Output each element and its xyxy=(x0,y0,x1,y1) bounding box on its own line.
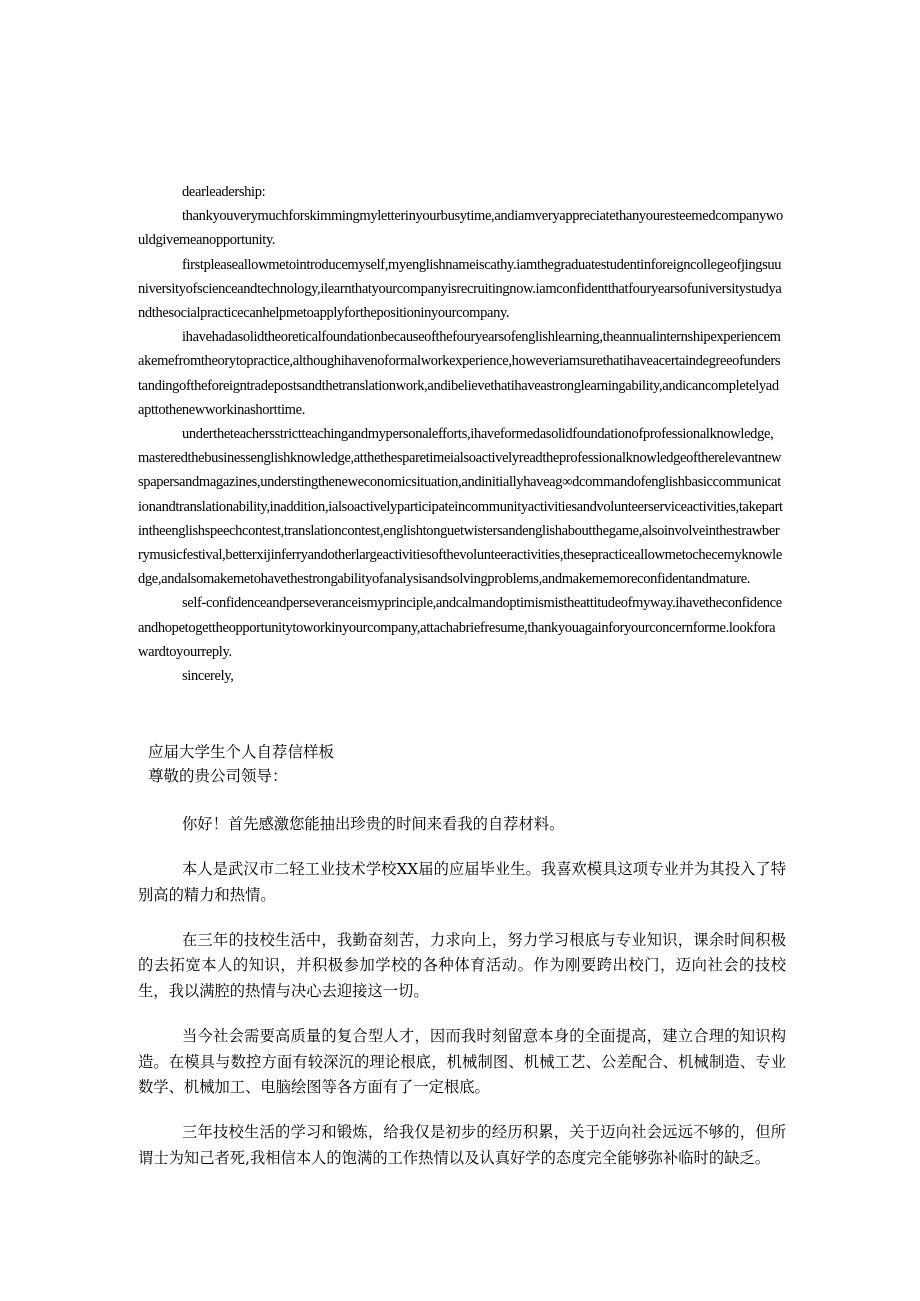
english-salutation: dearleadership: xyxy=(182,184,266,200)
english-paragraph: undertheteachersstrictteachingandmypersonalefforts,ihaveformedasolidfoundationofprofessionalknowledge,masteredthebusinessenglishknowledge,atthethesparetimeialsoactivelyreadtheprofessionalknowledgeoftherelevantnewspapersandmagazines,understingtheneweconomicsituation,andinitiallyhaveag∞dcommandofenglishbasiccommunicationandtranslationability,inaddition,ialsoactivelyparticipateincommunityactivitiesandvolunteerserviceactivities,takepartintheenglishspeechcontest,translationcontest,englishtonguetwistersandenglishaboutthegame,alsoinvolveinthestrawberrymusicfestival,betterxijinferryandotherlargeactivitiesofthevolunteeractivities,thesepracticeallowmetochecemyknowledge,andalsomakemetohavethestrongabilityofanalysisandsolvingproblems,andmakememoreconfidentandmature. xyxy=(138,426,783,588)
english-paragraph: firstpleaseallowmetointroducemyself,myenglishnameiscathy.iamthegraduatestudentinforeigncollegeofjingsuuniversityofscienceandtechnology,ilearnthatyourcompanyisrecruitingnow.iamconfidentthatfouryearsofuniversitystudyandthesocialpracticecanhelpmetoapplyforthepositioninyourcompany. xyxy=(138,256,782,322)
chinese-paragraph: 当今社会需要高质量的复合型人才，因而我时刻留意本身的全面提高，建立合理的知识构造。在模具与数控方面有较深沉的理论根底，机械制图、机械工艺、公差配合、机械制造、专业数学、机械加工、电脑绘图等各方面有了一定根底。 xyxy=(138,1027,786,1097)
chinese-letter-header xyxy=(148,740,788,788)
english-paragraph: ihavehadasolidtheoreticalfoundationbecauseofthefouryearsofenglishlearning,theannualinternshipexperiencemakemefromtheorytopractice,althoughihavenoformalworkexperience,howeveriamsurethatihaveacertaindegreeofunderstandingoftheforeigntradepostsandthetranslationwork,andibelievethatihaveastronglearningability,andicancompletelyadapttothenewworkinashorttime. xyxy=(138,329,781,418)
chinese-paragraph: 本人是武汉市二轻工业技术学校XX届的应届毕业生。我喜欢模具这项专业并为其投入了特别高的精力和热情。 xyxy=(138,860,786,904)
chinese-paragraph: 你好！首先感激您能抽出珍贵的时间来看我的自荐材料。 xyxy=(182,815,565,833)
english-letter xyxy=(138,180,783,688)
english-paragraph: thankyouverymuchforskimmingmyletterinyourbusytime,andiamveryappreciatethanyouresteemedcompanywouldgivemeanopportunity. xyxy=(138,208,783,249)
chinese-paragraph: 在三年的技校生活中，我勤奋刻苦，力求向上，努力学习根底与专业知识，课余时间积极的去拓宽本人的知识，并积极参加学校的各种体育活动。作为刚要跨出校门，迈向社会的技校生，我以满腔的热情与决心去迎接这一切。 xyxy=(138,930,786,1000)
english-closing: sincerely, xyxy=(182,668,234,685)
english-paragraph: self-confidenceandperseveranceismyprinciple,andcalmandoptimismistheattitudeofmyway.ihavetheconfidenceandhopetogettheopportunitytoworkinyourcompany,attachabriefresume,thankyouagainforyourconcernforme.lookforawardtoyourreply. xyxy=(138,595,782,660)
chinese-letter-body xyxy=(138,812,786,1191)
chinese-letter-title: 应届大学生个人自荐信样板 xyxy=(148,743,335,761)
chinese-salutation: 尊敬的贵公司领导： xyxy=(148,767,288,785)
chinese-paragraph: 三年技校生活的学习和锻炼，给我仅是初步的经历积累，关于迈向社会远远不够的，但所谓士为知己者死,我相信本人的饱满的工作热情以及认真好学的态度完全能够弥补临时的缺乏。 xyxy=(138,1123,786,1167)
